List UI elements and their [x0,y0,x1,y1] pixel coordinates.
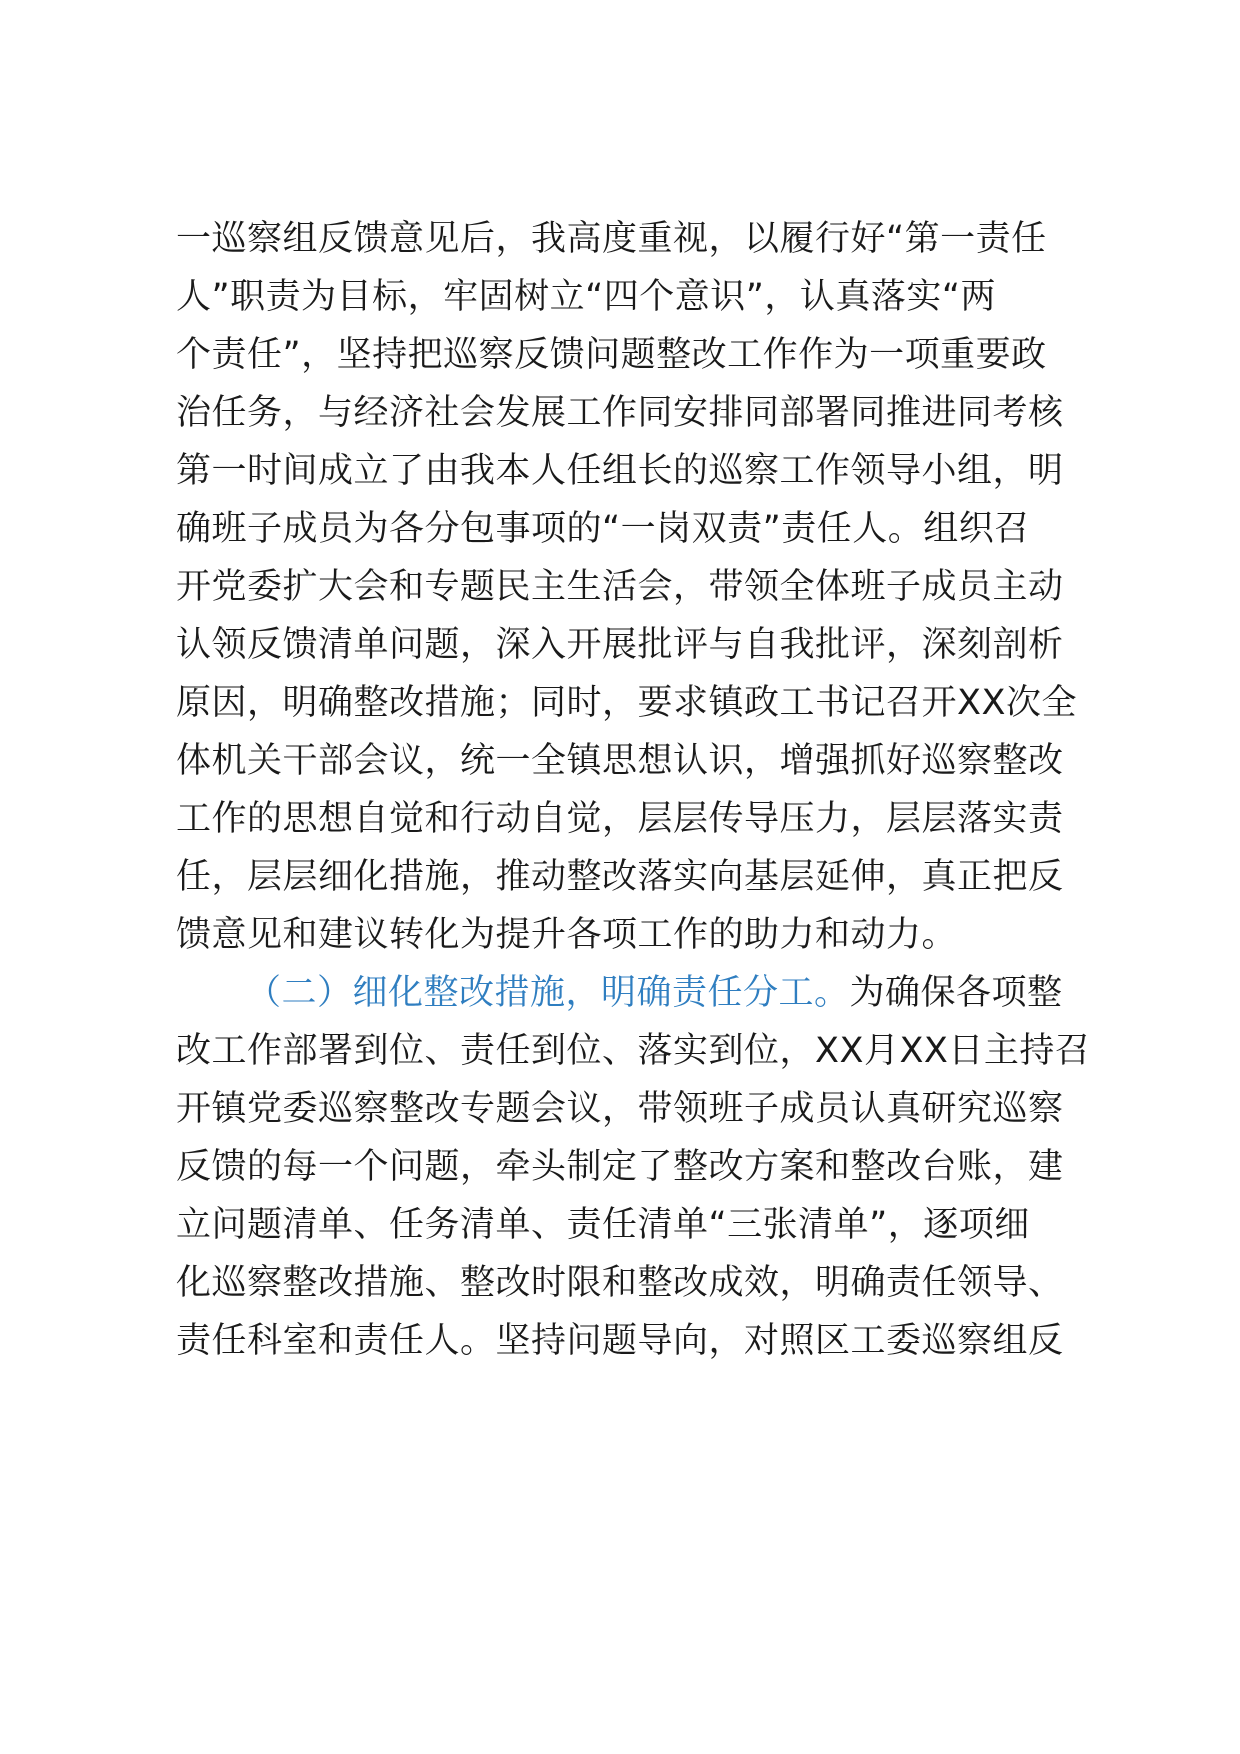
paragraph-line: 确班子成员为各分包事项的“一岗双责”责任人。组织召 [176,509,1030,549]
paragraph-line: 原因，明确整改措施；同时，要求镇政工书记召开XX次全 [176,683,1077,723]
paragraph-line: 开镇党委巡察整改专题会议，带领班子成员认真研究巡察 [176,1089,1064,1129]
paragraph-line: 认领反馈清单问题，深入开展批评与自我批评，深刻剖析 [176,625,1064,665]
paragraph-line: 任，层层细化措施，推动整改落实向基层延伸，真正把反 [176,857,1064,897]
section-2-first-line-rest: 为确保各项整 [849,973,1063,1013]
paragraph-line: 改工作部署到位、责任到位、落实到位，XX月XX日主持召 [176,1031,1091,1071]
paragraph-line: 治任务，与经济社会发展工作同安排同部署同推进同考核 [176,393,1064,433]
paragraph-line: 一巡察组反馈意见后，我高度重视，以履行好“第一责任 [176,219,1047,259]
section-2-heading: （二）细化整改措施，明确责任分工。 [246,973,850,1013]
paragraph-line: 化巡察整改措施、整改时限和整改成效，明确责任领导、 [176,1263,1064,1303]
paragraph-line: 体机关干部会议，统一全镇思想认识，增强抓好巡察整改 [176,741,1064,781]
paragraph-line: 馈意见和建议转化为提升各项工作的助力和动力。 [176,915,958,955]
paragraph-line: 立问题清单、任务清单、责任清单“三张清单”，逐项细 [176,1205,1030,1245]
paragraph-line: 反馈的每一个问题，牵头制定了整改方案和整改台账，建 [176,1147,1064,1187]
paragraph-line: 第一时间成立了由我本人任组长的巡察工作领导小组，明 [176,451,1064,491]
paragraph-line: 工作的思想自觉和行动自觉，层层传导压力，层层落实责 [176,799,1064,839]
paragraph-line: 开党委扩大会和专题民主生活会，带领全体班子成员主动 [176,567,1064,607]
paragraph-line: 个责任”，坚持把巡察反馈问题整改工作作为一项重要政 [176,335,1047,375]
section-2-first-line [246,961,1116,1025]
paragraph-line: 人”职责为目标，牢固树立“四个意识”，认真落实“两 [176,277,997,317]
paragraph-line: 责任科室和责任人。坚持问题导向，对照区工委巡察组反 [176,1321,1064,1361]
